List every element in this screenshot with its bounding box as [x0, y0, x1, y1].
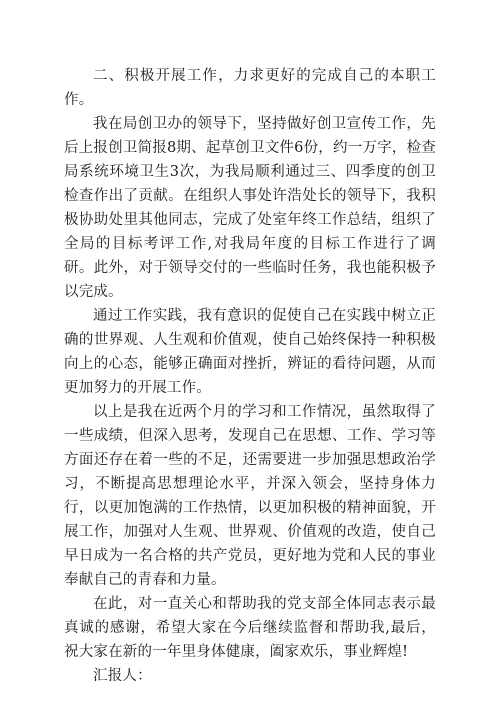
paragraph-reflection: 以上是我在近两个月的学习和工作情况，虽然取得了一些成绩，但深入思考，发现自己在思想、工作、学习等方面还存在着一些的不足，还需要进一步加强思想政治学习，不断提高思想理论水平，并深入领会，坚持身体力行，以更加饱满的工作热情，以更加积极的精神面貌，开展工作，加强对人生观、世界观、价值观的改造，使自己早日成为一名合格的共产党员，更好地为党和人民的事业奉献自己的青春和力量。: [64, 404, 436, 588]
paragraph-practice: 通过工作实践，我有意识的促使自己在实践中树立正确的世界观、人生观和价值观，使自己始终保持一种积极向上的心态，能够正确面对挫折，辨证的看待问题，从而更加努力的开展工作。: [64, 308, 436, 396]
paragraph-thanks: 在此，对一直关心和帮助我的党支部全体同志表示最真诚的感谢，希望大家在今后继续监督和帮助我,最后，祝大家在新的一年里身体健康，阖家欢乐，事业辉煌!: [64, 596, 436, 660]
document-body: [64, 64, 436, 688]
reporter-signature-label: 汇报人：: [93, 668, 152, 684]
section-heading-paragraph: 二、积极开展工作，力求更好的完成自己的本职工作。: [64, 68, 436, 108]
paragraph-work-summary: 我在局创卫办的领导下，坚持做好创卫宣传工作，先后上报创卫简报8期、起草创卫文件6份，约一万字，检查局系统环境卫生3次，为我局顺利通过三、四季度的创卫检查作出了贡献。在组织人事处许浩处长的领导下，我积极协助处里其他同志，完成了处室年终工作总结，组织了全局的目标考评工作,对我局年度的目标工作进行了调研。此外，对于领导交付的一些临时任务，我也能积极予以完成。: [64, 116, 436, 300]
